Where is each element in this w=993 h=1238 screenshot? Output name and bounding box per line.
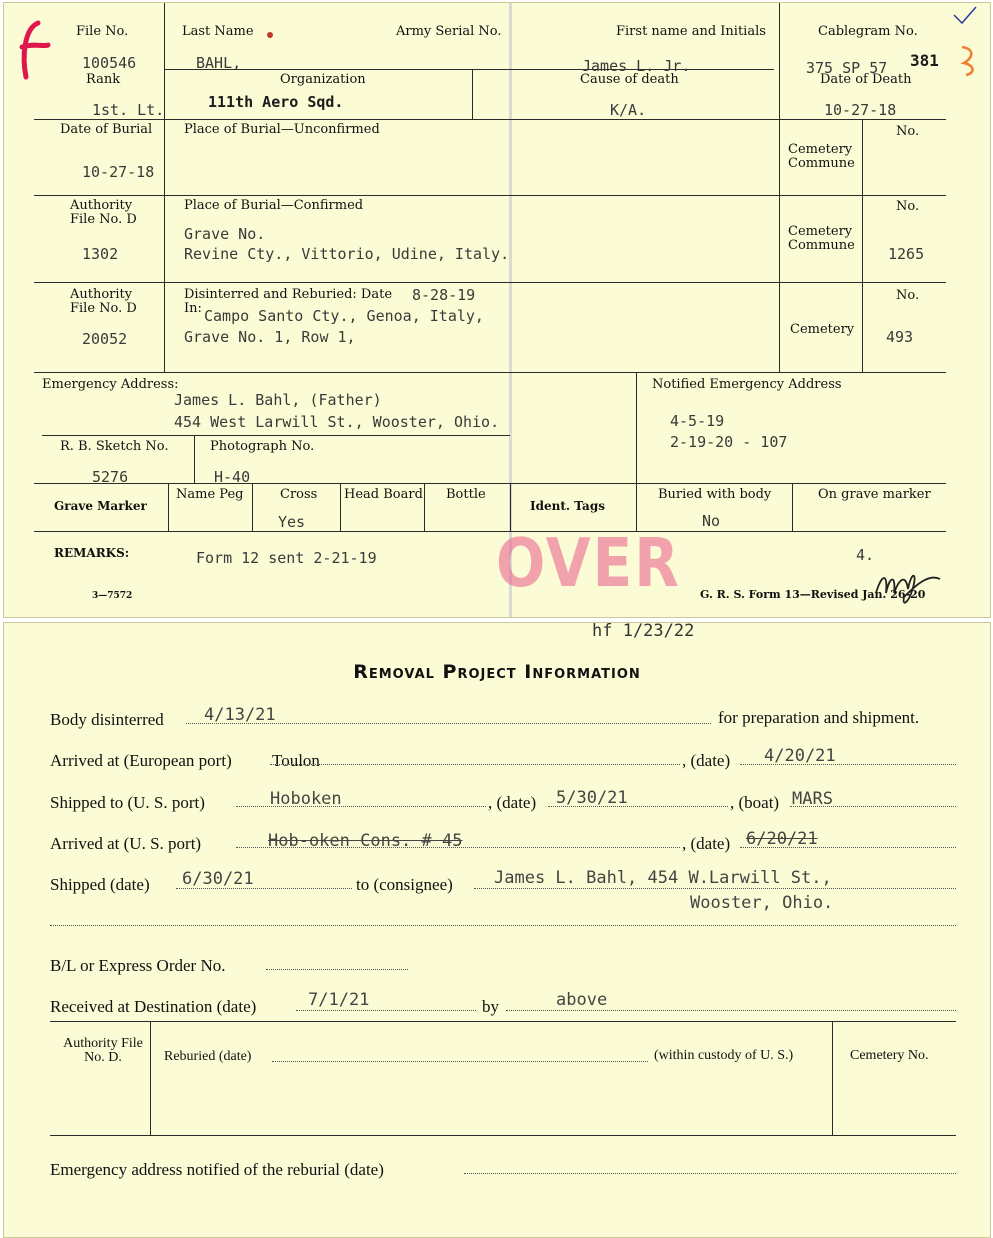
reburied-label: Reburied (date) — [164, 1049, 252, 1064]
received-by-value: above — [556, 990, 608, 1010]
no-label-2: No. — [896, 199, 920, 214]
reburied-line-2: Grave No. 1, Row 1, — [184, 328, 356, 346]
authority-label-1: Authority File No. D — [70, 198, 137, 227]
rule — [34, 372, 946, 373]
body-disinterred-value: 4/13/21 — [204, 705, 276, 725]
authority-label: Authority File No. D. — [63, 1036, 143, 1065]
ink-dot — [266, 31, 274, 39]
rule — [424, 483, 425, 531]
cemetery-no-value-2: 1265 — [888, 245, 925, 263]
date-label-1: , (date) — [682, 751, 731, 770]
rank-label: Rank — [86, 72, 121, 87]
shipped-date-label: Shipped (date) — [50, 875, 150, 894]
first-name-label: First name and Initials — [616, 24, 766, 39]
notified-emergency-label: Notified Emergency Address — [652, 377, 842, 392]
received-date-value: 7/1/21 — [308, 990, 370, 1010]
photograph-label: Photograph No. — [210, 439, 315, 454]
emergency-notified-label: Emergency address notified of the reburial (date) — [50, 1160, 384, 1179]
disinterred-date-value: 8-28-19 — [412, 286, 476, 304]
remarks-number: 4. — [856, 546, 875, 564]
remarks-value: Form 12 sent 2-21-19 — [196, 549, 377, 567]
name-peg-label: Name Peg — [176, 487, 244, 502]
remarks-label: REMARKS: — [54, 546, 130, 560]
to-consignee-label: to (consignee) — [356, 875, 453, 894]
fill-line — [474, 888, 956, 889]
cross-label: Cross — [280, 487, 318, 502]
last-name-label: Last Name — [182, 24, 254, 39]
hf-note: hf 1/23/22 — [592, 622, 695, 641]
fill-line — [272, 1061, 648, 1062]
organization-value: 111th Aero Sqd. — [208, 93, 344, 111]
form-name: G. R. S. Form 13—Revised Jan. 26-20 — [700, 588, 926, 601]
date-of-burial-value: 10-27-18 — [82, 163, 155, 181]
boat-value: MARS — [792, 789, 833, 809]
buried-with-body-value: No — [702, 512, 721, 530]
red-pencil-mark — [14, 17, 54, 87]
rule — [34, 483, 946, 484]
date-of-death-value: 10-27-18 — [824, 101, 897, 119]
cablegram-hand-value: 381 — [910, 51, 939, 70]
emergency-address-label: Emergency Address: — [42, 377, 179, 392]
rule — [832, 1021, 833, 1135]
rule — [792, 483, 793, 531]
rule — [194, 435, 195, 483]
shipped-date-1-value: 5/30/21 — [556, 788, 628, 808]
ident-tags-label: Ident. Tags — [530, 499, 605, 513]
boat-label: , (boat) — [730, 793, 780, 812]
file-no-value: 100546 — [82, 54, 137, 72]
rule — [862, 119, 863, 372]
fill-line — [270, 764, 680, 765]
organization-label: Organization — [280, 72, 366, 87]
cause-of-death-label: Cause of death — [580, 72, 679, 87]
removal-heading: Removal Project Information — [353, 661, 641, 683]
received-label: Received at Destination (date) — [50, 997, 257, 1016]
date-label-3: , (date) — [682, 834, 731, 853]
grave-no-line: Grave No. — [184, 225, 266, 243]
emergency-line-2: 454 West Larwill St., Wooster, Ohio. — [174, 413, 500, 431]
authority-label-2: Authority File No. D — [70, 287, 137, 316]
on-grave-marker-label: On grave marker — [818, 487, 931, 502]
cause-of-death-value: K/A. — [610, 101, 647, 119]
fill-line — [296, 1010, 476, 1011]
fill-line — [464, 1173, 956, 1174]
signature-initials — [872, 563, 946, 613]
rule — [252, 483, 253, 531]
rule — [34, 119, 946, 120]
arrived-us-label: Arrived at (U. S. port) — [50, 834, 202, 853]
place-confirmed-label: Place of Burial—Confirmed — [184, 198, 364, 213]
within-custody-label: (within custody of U. S.) — [654, 1048, 794, 1063]
rule — [150, 1021, 151, 1135]
place-unconfirmed-label: Place of Burial—Unconfirmed — [184, 122, 380, 137]
shipped-us-label: Shipped to (U. S. port) — [50, 793, 205, 812]
arrived-us-date-value: 6/20/21 — [746, 829, 818, 849]
european-date-value: 4/20/21 — [764, 746, 836, 766]
rule — [34, 195, 946, 196]
date-label-2: , (date) — [488, 793, 537, 812]
bottle-label: Bottle — [446, 487, 486, 502]
rule — [168, 483, 169, 531]
removal-project-card — [3, 622, 991, 1238]
fill-line — [50, 925, 956, 926]
check-mark — [952, 5, 978, 27]
consignee-line-1: James L. Bahl, 454 W.Larwill St., — [494, 868, 832, 888]
rule — [50, 1135, 956, 1136]
file-no-label: File No. — [76, 24, 129, 39]
rule — [779, 3, 780, 372]
rule — [164, 3, 165, 372]
rule — [340, 483, 341, 531]
date-of-death-label: Date of Death — [820, 72, 912, 87]
notified-value-1: 4-5-19 — [670, 412, 725, 430]
rule — [636, 372, 637, 483]
shipped-date-value: 6/30/21 — [182, 869, 254, 889]
orange-pencil-mark — [954, 43, 984, 79]
rank-value: 1st. Lt. — [92, 101, 165, 119]
cemetery-commune-label-1: Cemetery Commune — [788, 142, 855, 171]
army-serial-label: Army Serial No. — [396, 24, 502, 39]
photograph-value: H-40 — [214, 468, 251, 486]
fill-line — [266, 969, 408, 970]
authority-value-1: 1302 — [82, 245, 119, 263]
date-of-burial-label: Date of Burial — [60, 122, 153, 137]
cablegram-label: Cablegram No. — [818, 24, 918, 39]
grave-marker-label: Grave Marker — [54, 499, 147, 513]
place-confirmed-value: Revine Cty., Vittorio, Udine, Italy. — [184, 245, 510, 263]
rule — [42, 435, 510, 436]
rule — [472, 69, 473, 119]
rb-sketch-value: 5276 — [92, 468, 129, 486]
bl-express-label: B/L or Express Order No. — [50, 956, 226, 975]
by-label: by — [482, 997, 499, 1016]
form-code: 3—7572 — [92, 591, 133, 601]
over-stamp: OVER — [496, 523, 681, 603]
first-name-value: James L. Jr. — [582, 57, 691, 75]
last-name-value: BAHL, — [196, 54, 242, 72]
body-disinterred-label: Body disinterred — [50, 710, 164, 729]
cemetery-label-3: Cemetery — [790, 322, 855, 337]
in-label: In: — [184, 301, 202, 316]
cemetery-commune-label-2: Cemetery Commune — [788, 224, 855, 253]
head-board-label: Head Board — [344, 487, 423, 502]
disinterred-label: Disinterred and Reburied: Date — [184, 287, 393, 302]
cemetery-no-label: Cemetery No. — [850, 1048, 929, 1063]
rb-sketch-label: R. B. Sketch No. — [60, 439, 169, 454]
buried-with-body-label: Buried with body — [658, 487, 772, 502]
emergency-line-1: James L. Bahl, (Father) — [174, 391, 382, 409]
reburied-line-1: Campo Santo Cty., Genoa, Italy, — [204, 307, 484, 325]
no-label-3: No. — [896, 288, 920, 303]
consignee-line-2: Wooster, Ohio. — [690, 893, 834, 913]
authority-value-2: 20052 — [82, 330, 128, 348]
arrived-european-label: Arrived at (European port) — [50, 751, 232, 770]
cablegram-value: 375 SP 57 — [806, 59, 888, 77]
fill-line — [506, 1010, 956, 1011]
burial-card — [3, 2, 991, 618]
cross-value: Yes — [278, 513, 306, 531]
for-preparation-label: for preparation and shipment. — [718, 708, 920, 727]
rule — [34, 531, 946, 532]
arrived-us-port-value: Hob-oken Cons. # 45 — [268, 831, 463, 851]
cemetery-no-value-3: 493 — [886, 328, 914, 346]
rule — [34, 282, 946, 283]
european-port-value: Toulon — [272, 751, 320, 770]
no-label-1: No. — [896, 124, 920, 139]
rule — [50, 1021, 956, 1022]
us-port-value: Hoboken — [270, 789, 342, 809]
notified-value-2: 2-19-20 - 107 — [670, 433, 788, 451]
